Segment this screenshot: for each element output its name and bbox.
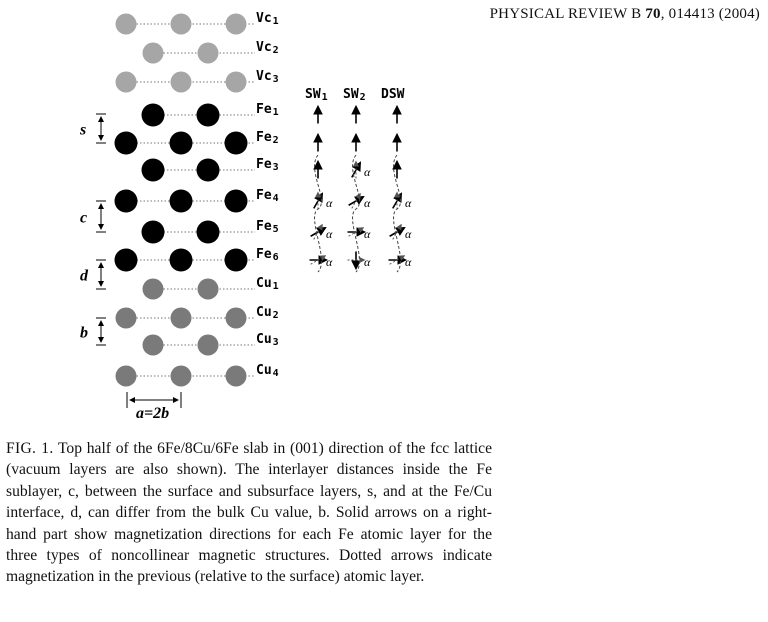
fe-atom	[170, 249, 193, 272]
layer-label: Fe3	[256, 157, 279, 173]
fe-atom	[197, 104, 220, 127]
structure-label: SW2	[343, 87, 366, 103]
journal-name: PHYSICAL REVIEW B	[489, 6, 642, 22]
distance-label: b	[80, 324, 88, 342]
cu-atom	[143, 279, 164, 300]
layer-label: Cu1	[256, 276, 279, 292]
fe-atom	[197, 159, 220, 182]
cu-atom	[116, 366, 137, 387]
structure-label: DSW	[381, 87, 405, 102]
vacuum-atom	[198, 43, 219, 64]
vacuum-atom	[116, 14, 137, 35]
cu-atom	[226, 308, 247, 329]
vacuum-atom	[143, 43, 164, 64]
journal-header	[490, 6, 760, 23]
layer-labels	[256, 11, 279, 379]
layer-label: Fe4	[256, 188, 279, 204]
layer-label: Vc1	[256, 11, 279, 27]
layer-label: Fe6	[256, 247, 279, 263]
distance-label: s	[80, 121, 87, 139]
vacuum-atom	[116, 72, 137, 93]
layer-label: Cu3	[256, 332, 279, 348]
angle-label: α	[364, 165, 371, 179]
cu-atom	[226, 366, 247, 387]
layer-label: Fe5	[256, 219, 279, 235]
angle-label: α	[326, 196, 333, 210]
vacuum-atom	[226, 14, 247, 35]
angle-label: α	[405, 196, 412, 210]
cu-atom	[198, 335, 219, 356]
figure-caption	[6, 438, 492, 588]
layer-label: Fe1	[256, 102, 279, 118]
fe-atom	[170, 190, 193, 213]
magnetization-panel	[305, 87, 412, 272]
fe-atom	[225, 249, 248, 272]
vacuum-atom	[171, 14, 192, 35]
caption-text: Top half of the 6Fe/8Cu/6Fe slab in (001) direction of the fcc lattice (vacuum layers are also shown). The interlayer distances inside the Fe sublayer, c, between the surface and subsurface layers, s, and at the Fe/Cu interface, d, can differ from the bulk Cu value, b. Solid arrows on a right-hand part show magnetization directions for each Fe atomic layer for the three types of noncollinear magnetic structures. Dotted arrows indicate magnetization in the previous (relative to the surface) atomic layer.	[6, 440, 492, 586]
layer-label: Cu2	[256, 305, 279, 321]
angle-label: α	[326, 227, 333, 241]
fe-atom	[170, 132, 193, 155]
cu-atom	[171, 366, 192, 387]
journal-pages: , 014413 (2004)	[660, 6, 760, 22]
fe-atom	[115, 132, 138, 155]
caption-label: FIG. 1.	[6, 440, 54, 457]
fe-atom	[142, 159, 165, 182]
cu-atom	[198, 279, 219, 300]
angle-label: α	[405, 255, 412, 269]
angle-label: α	[326, 255, 333, 269]
layer-label: Fe2	[256, 130, 279, 146]
fe-atom	[225, 132, 248, 155]
layer-label: Vc3	[256, 69, 279, 85]
angle-label: α	[364, 255, 371, 269]
fe-atom	[197, 221, 220, 244]
fe-atom	[142, 104, 165, 127]
vacuum-atom	[171, 72, 192, 93]
slab-figure	[0, 0, 500, 430]
cu-atom	[116, 308, 137, 329]
cu-atom	[171, 308, 192, 329]
angle-label: α	[364, 196, 371, 210]
fe-atom	[142, 221, 165, 244]
vacuum-atom	[226, 72, 247, 93]
layer-label: Vc2	[256, 40, 279, 56]
distance-label: d	[80, 267, 88, 285]
fe-atom	[225, 190, 248, 213]
atom-layers	[115, 14, 256, 387]
structure-label: SW1	[305, 87, 328, 103]
distance-label: c	[80, 209, 88, 227]
lattice-label: a=2b	[136, 405, 170, 422]
angle-label: α	[364, 227, 371, 241]
cu-atom	[143, 335, 164, 356]
fe-atom	[115, 190, 138, 213]
angle-label: α	[405, 227, 412, 241]
layer-label: Cu4	[256, 363, 279, 379]
fe-atom	[115, 249, 138, 272]
journal-volume: 70	[645, 6, 661, 22]
